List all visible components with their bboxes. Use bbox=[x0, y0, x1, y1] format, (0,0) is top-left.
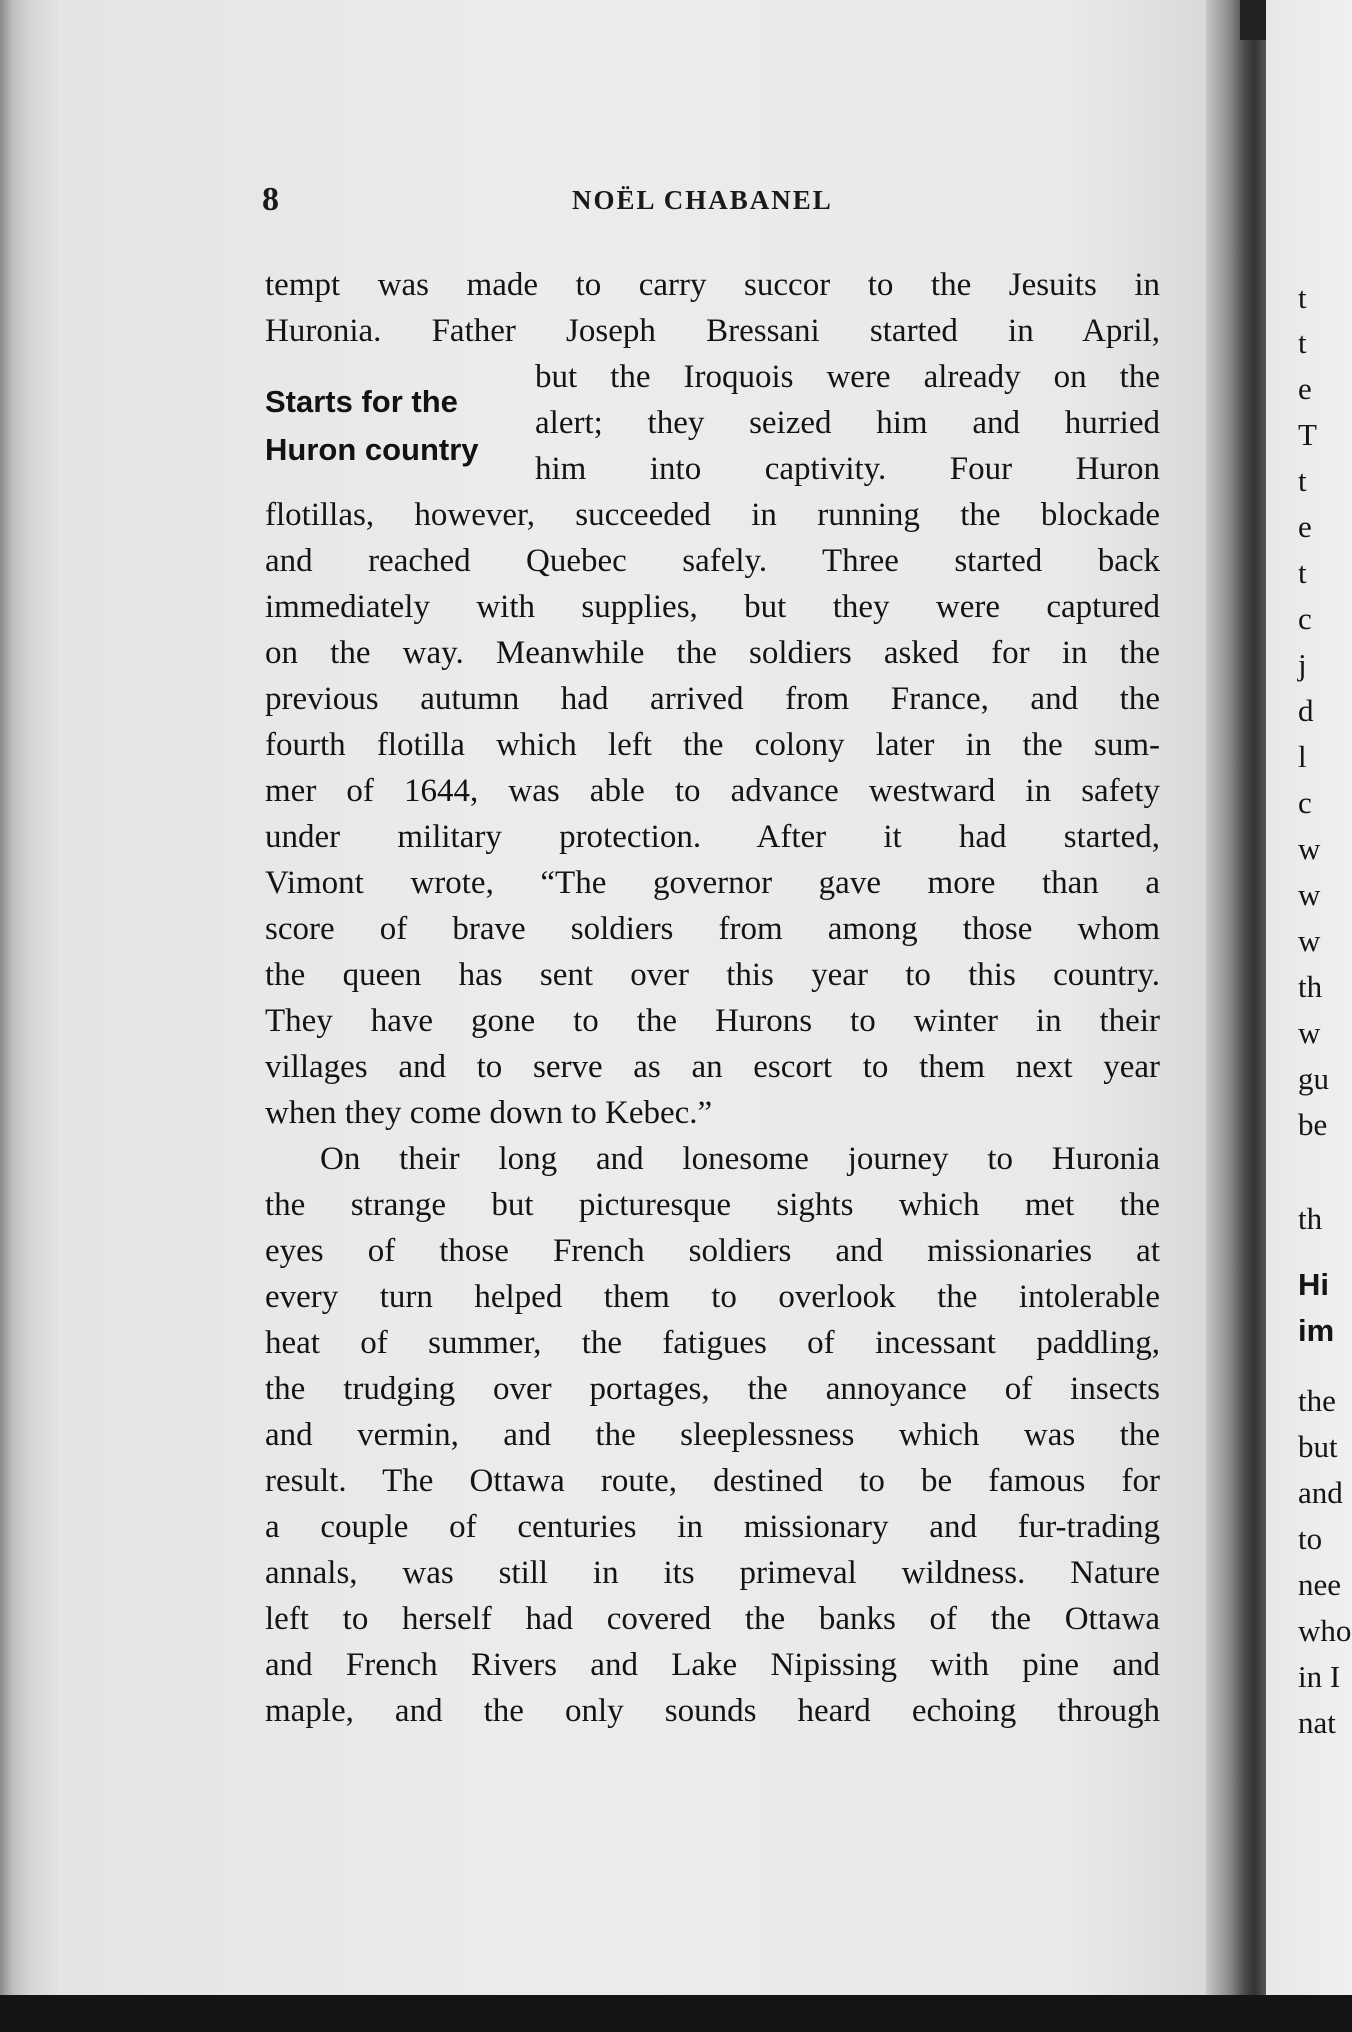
body-line: eyes of those French soldiers and missionaries at bbox=[265, 1233, 1160, 1269]
facing-line: w bbox=[1298, 831, 1321, 866]
body-line: On their long and lonesome journey to Huronia bbox=[320, 1141, 1160, 1177]
body-line: They have gone to the Hurons to winter in their bbox=[265, 1003, 1160, 1039]
facing-sidenote-line: im bbox=[1298, 1313, 1335, 1348]
body-line: left to herself had covered the banks of the Ottawa bbox=[265, 1601, 1160, 1637]
facing-line: who bbox=[1298, 1613, 1352, 1648]
body-line: when they come down to Kebec.” bbox=[265, 1095, 713, 1131]
body-line: maple, and the only sounds heard echoing through bbox=[265, 1693, 1160, 1729]
facing-line: l bbox=[1298, 739, 1307, 774]
facing-line: d bbox=[1298, 693, 1314, 728]
facing-line: w bbox=[1298, 1015, 1321, 1050]
margin-sidenote-line: Huron country bbox=[265, 432, 479, 467]
body-line: result. The Ottawa route, destined to be famous for bbox=[265, 1463, 1160, 1499]
facing-line: be bbox=[1298, 1107, 1328, 1142]
body-line: under military protection. After it had started, bbox=[265, 819, 1160, 855]
facing-line: e bbox=[1298, 509, 1312, 544]
scan-bottom-border bbox=[0, 1995, 1352, 2032]
body-line: a couple of centuries in missionary and fur-trading bbox=[265, 1509, 1160, 1545]
facing-line: e bbox=[1298, 371, 1312, 406]
facing-line: T bbox=[1298, 417, 1317, 452]
body-line: mer of 1644, was able to advance westward in safety bbox=[265, 773, 1160, 809]
body-line: Vimont wrote, “The governor gave more than a bbox=[265, 865, 1160, 901]
facing-line: in I bbox=[1298, 1659, 1341, 1694]
facing-line: t bbox=[1298, 325, 1307, 360]
body-line: the queen has sent over this year to this country. bbox=[265, 957, 1160, 993]
body-line: Huronia. Father Joseph Bressani started in April, bbox=[265, 313, 1160, 349]
facing-line: j bbox=[1298, 647, 1307, 682]
facing-line: th bbox=[1298, 969, 1323, 1004]
facing-sidenote-line: Hi bbox=[1298, 1267, 1329, 1302]
body-line: and reached Quebec safely. Three started back bbox=[265, 543, 1160, 579]
facing-line: nee bbox=[1298, 1567, 1342, 1602]
margin-sidenote-line: Starts for the bbox=[265, 384, 458, 419]
body-line: fourth flotilla which left the colony later in the sum- bbox=[265, 727, 1160, 763]
running-head: NOËL CHABANEL bbox=[572, 185, 833, 215]
facing-line: gu bbox=[1298, 1061, 1329, 1096]
facing-line: w bbox=[1298, 923, 1321, 958]
body-line: villages and to serve as an escort to them next year bbox=[265, 1049, 1160, 1085]
body-line: the trudging over portages, the annoyance of insects bbox=[265, 1371, 1160, 1407]
facing-line: c bbox=[1298, 785, 1312, 820]
body-line: score of brave soldiers from among those whom bbox=[265, 911, 1160, 947]
facing-line: t bbox=[1298, 463, 1307, 498]
page-edge-shadow bbox=[0, 0, 58, 2032]
body-line: immediately with supplies, but they were captured bbox=[265, 589, 1160, 625]
body-line: alert; they seized him and hurried bbox=[535, 405, 1160, 441]
page-number: 8 bbox=[262, 181, 279, 218]
facing-line: the bbox=[1298, 1383, 1336, 1418]
body-line: and vermin, and the sleeplessness which was the bbox=[265, 1417, 1160, 1453]
facing-line: and bbox=[1298, 1475, 1343, 1510]
body-line: previous autumn had arrived from France, and the bbox=[265, 681, 1160, 717]
body-line: flotillas, however, succeeded in running the blockade bbox=[265, 497, 1160, 533]
facing-line: th bbox=[1298, 1201, 1323, 1236]
facing-line: c bbox=[1298, 601, 1312, 636]
body-line: the strange but picturesque sights which met the bbox=[265, 1187, 1160, 1223]
body-line: him into captivity. Four Huron bbox=[535, 451, 1160, 487]
facing-line: t bbox=[1298, 280, 1307, 315]
facing-line: but bbox=[1298, 1429, 1338, 1464]
book-gutter bbox=[1206, 0, 1266, 2032]
facing-line: w bbox=[1298, 877, 1321, 912]
body-line: every turn helped them to overlook the intolerable bbox=[265, 1279, 1160, 1315]
facing-line: to bbox=[1298, 1521, 1323, 1556]
body-line: on the way. Meanwhile the soldiers asked for in the bbox=[265, 635, 1160, 671]
body-line: but the Iroquois were already on the bbox=[535, 359, 1160, 395]
facing-line: t bbox=[1298, 555, 1307, 590]
body-line: heat of summer, the fatigues of incessant paddling, bbox=[265, 1325, 1160, 1361]
body-line: and French Rivers and Lake Nipissing with pine and bbox=[265, 1647, 1160, 1683]
body-line: annals, was still in its primeval wildness. Nature bbox=[265, 1555, 1160, 1591]
body-line: tempt was made to carry succor to the Jesuits in bbox=[265, 267, 1160, 303]
facing-line: nat bbox=[1298, 1705, 1336, 1740]
